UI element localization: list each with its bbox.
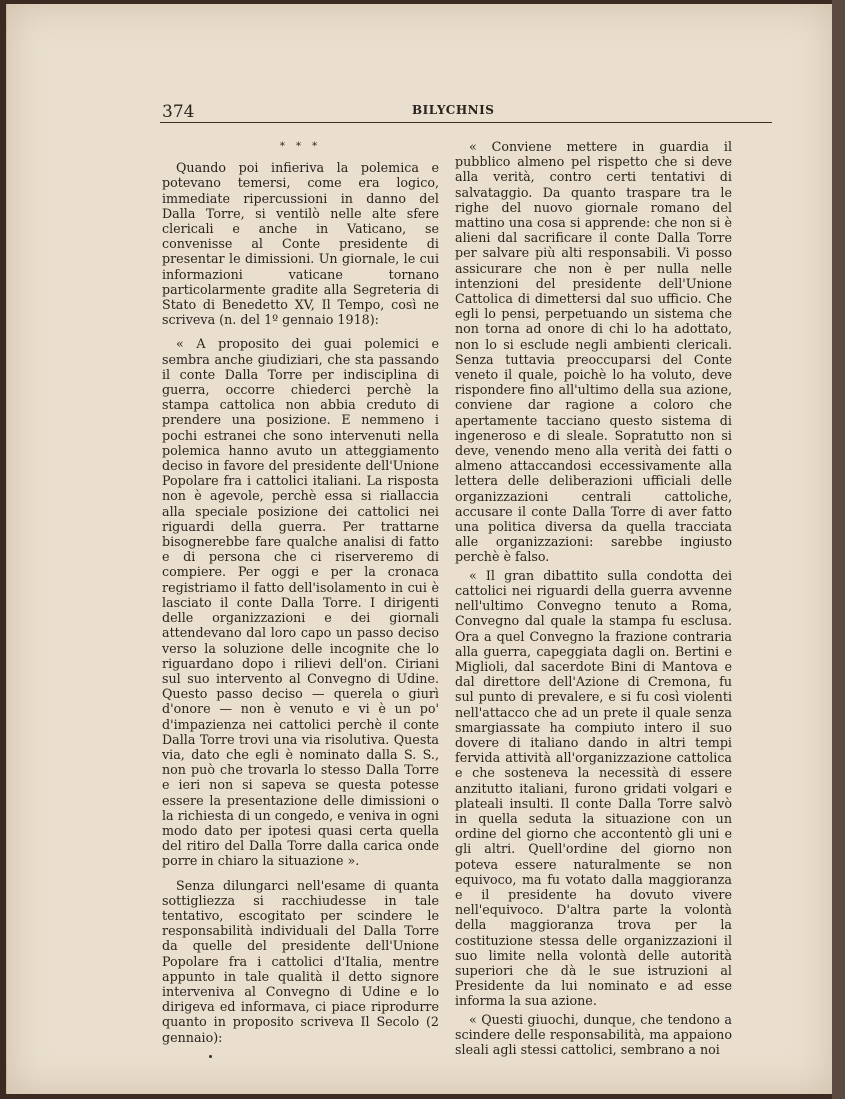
- page-number: 374: [162, 102, 195, 122]
- paragraph: Senza dilungarci nell'esame di quanta sottigliezza si racchiudesse in tale tentativo, escogitato per scindere le responsabilità individuali del Dalla Torre da quelle del presidente dell'Unione Popolare fra i cattolici d'Italia, mentre appunto in tale qualità il detto signore interveniva al Convegno di Udine e lo dirigeva ed informava, ci piace riprodurre quanto in proposito scriveva Il Secolo (2 gennaio):: [162, 877, 439, 1045]
- page-header: [160, 100, 772, 123]
- left-column: [162, 139, 439, 1045]
- right-column: [455, 139, 732, 1057]
- quotation-paragraph: « Conviene mettere in guardia il pubblico almeno pel rispetto che si deve alla verità, contro certi tentativi di salvataggio. Da quanto traspare tra le righe del nuovo giornale romano del mattino una cosa si apprende: che non si è alieni dal sacrificare il conte Dalla Torre per salvare più alti responsabili. Vi posso assicurare che non è per nulla nelle intenzioni del presidente dell'Unione Cattolica di dimettersi dal suo ufficio. Che egli lo pensi, perpetuando un sistema che non torna ad onore di chi lo ha adottato, non lo si esclude negli ambienti clericali. Senza tuttavia preoccuparsi del Conte veneto il quale, poichè lo ha voluto, deve rispondere fino all'ultimo della sua azione, conviene dar ragione a coloro che apertamente tacciano questo sistema di ingeneroso e di sleale. Sopratutto non si deve, venendo meno alla verità dei fatti o almeno attaccandosi eccessivamente alla lettera delle deliberazioni ufficiali delle organizzazioni centrali cattoliche, accusare il conte Dalla Torre di aver fatto una politica diversa da quella tracciata alle organizzazioni: sarebbe ingiusto perchè è falso.: [455, 139, 732, 565]
- ink-speck: [209, 1055, 212, 1058]
- quotation-paragraph: « Il gran dibattito sulla condotta dei cattolici nei riguardi della guerra avvenne nell'ultimo Convegno tenuto a Roma, Convegno dal quale la stampa fu esclusa. Ora a quel Convegno la frazione contraria alla guerra, capeggiata dagli on. Bertini e Miglioli, dal sacerdote Bini di Mantova e dal direttore dell'Azione di Cremona, fu sul punto di prevalere, e si fu così violenti nell'attacco che ad un prete il quale senza smargiassate ha compiuto intero il suo dovere di italiano dando in altri tempi fervida attività all'organizzazione cattolica e che sosteneva la necessità di essere anzitutto italiani, furono gridati volgari e plateali insulti. Il conte Dalla Torre salvò in quella seduta la situazione con un ordine del giorno che accontentò gli uni e gli altri. Quell'ordine del giorno non poteva essere naturalmente se non equivoco, ma fu votato dalla maggioranza e il presidente ha dovuto vivere nell'equivoco. D'altra parte la volontà della maggioranza trova per la costituzione stessa delle organizzazioni il suo limite nella volontà delle autorità superiori che dà le sue istruzioni al Presidente da lui nominato e ad esse informa la sua azione.: [455, 567, 732, 1009]
- quotation-paragraph: « A proposito dei guai polemici e sembra anche giudiziari, che sta passando il conte Dalla Torre per indisciplina di guerra, occorre chiederci perchè la stampa cattolica non abbia creduto di prendere una posizione. E nemmeno i pochi estranei che sono intervenuti nella polemica hanno avuto un atteggiamento deciso in favore del presidente dell'Unione Popolare fra i cattolici italiani. La risposta non è agevole, perchè essa si riallaccia alla speciale posizione dei cattolici nei riguardi della guerra. Per trattarne bisognerebbe fare qualche analisi di fatto e di persona che ci riserveremo di compiere. Per oggi e per la cronaca registriamo il fatto dell'isolamento in cui è lasciato il conte Dalla Torre. I dirigenti delle organizzazioni e dei giornali attendevano dal loro capo un passo deciso verso la soluzione delle incognite che lo riguardano dopo i rilievi dell'on. Ciriani sul suo intervento al Convegno di Udine. Questo passo deciso — querela o giurì d'onore — non è venuto e vi è un po' d'impazienza nei cattolici perchè il conte Dalla Torre trovi una via risolutiva. Questa via, dato che egli è nominato dalla S. S., non può che trovarla lo stesso Dalla Torre e ieri non si sapeva se questa potesse essere la presentazione delle dimissioni o la richiesta di un congedo, e veniva in ogni modo dato per ipotesi quasi certa quella del ritiro del Dalla Torre dalla carica onde porre in chiaro la situazione ».: [162, 336, 439, 869]
- running-title: BILYCHNIS: [412, 103, 495, 117]
- book-edge: [832, 0, 845, 1099]
- paragraph: Quando poi infieriva la polemica e potevano temersi, come era logico, immediate ripercussioni in danno del Dalla Torre, si ventilò nelle alte sfere clericali e anche in Vaticano, se convenisse al Conte presidente di presentar le dimissioni. Un giornale, le cui informazioni vaticane tornano particolarmente gradite alla Segreteria di Stato di Benedetto XV, Il Tempo, così ne scriveva (n. del 1º gennaio 1918):: [162, 160, 439, 328]
- quotation-paragraph: « Questi giuochi, dunque, che tendono a scindere delle responsabilità, ma appaiono sleali agli stessi cattolici, sembrano a noi: [455, 1011, 732, 1057]
- section-asterism: * * *: [279, 141, 322, 152]
